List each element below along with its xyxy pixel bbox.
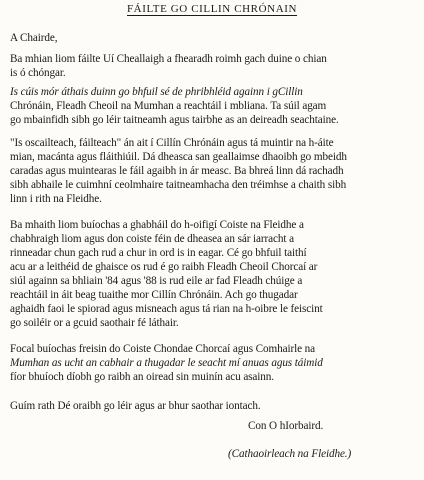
para4-line: siúl againn sa bhliain '84 agus '88 is rud eile ar fad Fleadh chúige a [10,275,303,287]
para1-line: Ba mhian liom fáilte Uí Cheallaigh a fhearadh roimh gach duine o chian [10,53,327,65]
para4-line: chabhraigh liom agus don coiste féin de dheasea an sár iarracht a [10,233,294,245]
para3-line: sibh abhaile le cuimhní ceolmhaire taitneamhacha den tréimhse a chaith sibh [10,179,347,191]
para4-line: go soiléir or a gcuid saothair fé láthair. [10,317,179,329]
closing-line: Guím rath Dé oraibh go léir agus ar bhur saothar iontach. [10,400,261,412]
para5-line: Focal buíochas freisin do Coiste Chondae Chorcaí agus Comhairle na [10,343,316,355]
para3-line: caradas agus muintearas le fáil agaibh in ár measc. Ba bhreá linn dá rachadh [10,165,344,177]
para4-line: reachtáil in áit beag tuaithe mor Cillín Chrónáin. Ach go thugadar [10,289,298,301]
para2-line: Is cúis mór áthais duinn go bhfuil sé de phribhléid againn i gCillin [10,86,303,98]
para5-line: fíor bhuíoch díobh go raibh an oiread sin muinín acu asainn. [10,371,274,383]
para5-line: Mumhan as ucht an cabhair a thugadar le seacht mí anuas agus táimid [10,357,323,369]
signature: Con O hIorbaird. [248,420,324,432]
para3-line: "Is oscailteach, fáilteach" án ait í Cillín Chrónáin agus tá muintir na h-áite [10,137,334,149]
para3-line: mian, macánta agus fláithiúil. Dá dheasca san geallaimse dhaoibh go mbeidh [10,151,347,163]
para4-line: aghaidh faoi le spiorad agus misneach agus tá rian na h-oibre le feiscint [10,303,323,315]
page-title: FÁILTE GO CILLIN CHRÓNAIN [126,3,298,15]
para4-line: acu ar a leithéid de ghaisce os rud é go raibh Fleadh Cheoil Chorcaí ar [10,261,318,273]
para1-line: is ó chóngar. [10,67,66,79]
signature-role: (Cathaoirleach na Fleidhe.) [228,448,352,460]
para4-line: Ba mhaith liom buíochas a ghabháil do h-oifigí Coiste na Fleidhe a [10,219,304,231]
para2-line: go mbainfidh sibh go léir taitneamh agus tairbhe as an deireadh seachtaine. [10,114,339,126]
para2-line: Chrónáin, Fleadh Cheoil na Mumhan a reachtáil i mbliana. Ta súil agam [10,100,327,112]
greeting: A Chairde, [10,32,58,44]
para4-line: rinneadar chun gach rud a chur in ord is in eagar. Cé go bhfuil taithí [10,247,307,259]
para3-line: linn i rith na Fleidhe. [10,193,102,205]
